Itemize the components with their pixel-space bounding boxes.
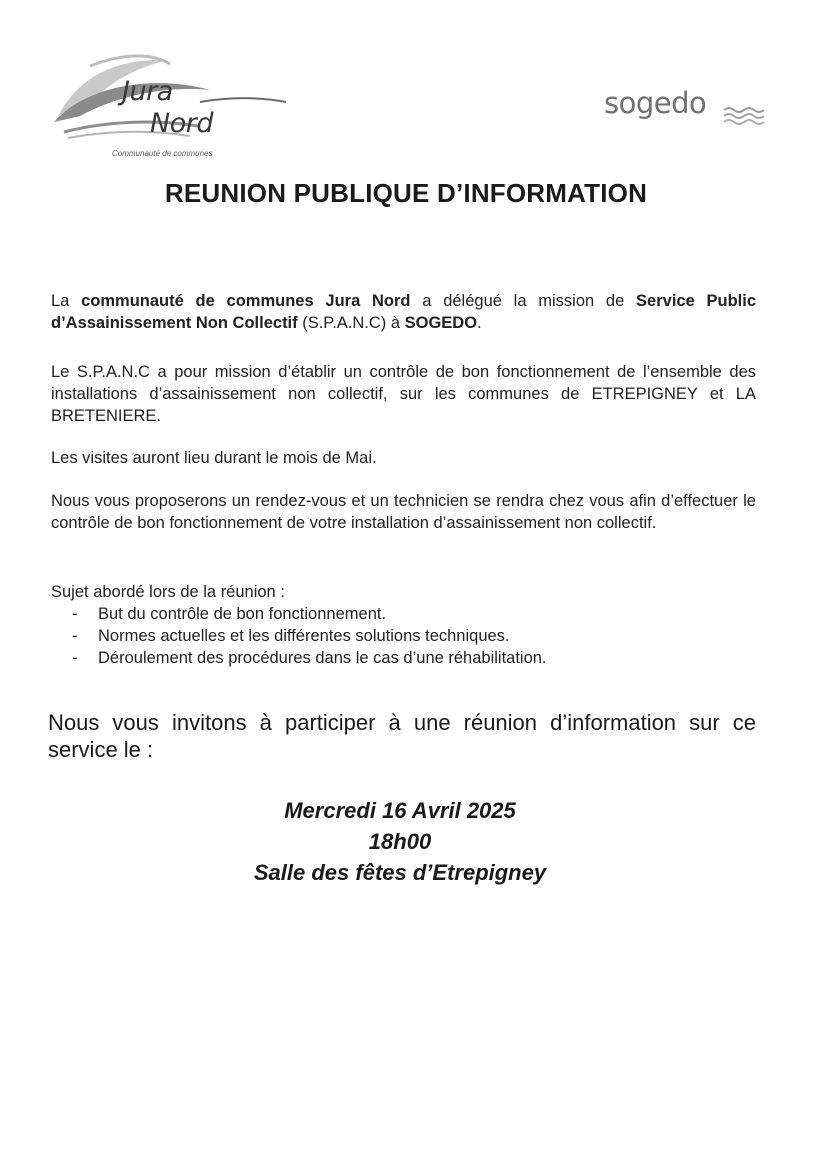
paragraph-text: La	[51, 292, 82, 310]
paragraph-visits: Les visites auront lieu durant le mois de Mai.	[51, 449, 377, 467]
event-time: 18h00	[368, 829, 432, 854]
sogedo-waves-icon	[722, 104, 766, 126]
event-place: Salle des fêtes d’Etrepigney	[253, 860, 547, 885]
paragraph-text: (S.P.A.N.C) à	[297, 314, 405, 332]
bold-text: communauté de communes Jura Nord	[81, 292, 411, 310]
jura-nord-logo-line2: Nord	[150, 108, 213, 139]
bullet-dash: -	[72, 627, 78, 645]
list-item-text: But du contrôle de bon fonctionnement.	[98, 605, 387, 623]
jura-nord-logo	[50, 46, 290, 164]
paragraph-appointment: Nous vous proposerons un rendez-vous et un technicien se rendra chez vous afin d’effectuer le contrôle de bon fonctionnement de votre installation d’assainissement non collectif.	[51, 492, 756, 532]
jura-nord-logo-line1: Jura	[122, 76, 173, 107]
topics-intro: Sujet abordé lors de la réunion :	[51, 583, 285, 601]
bold-text: SOGEDO	[404, 314, 478, 332]
sogedo-logo	[604, 86, 774, 130]
bullet-dash: -	[72, 649, 78, 667]
bold-text: Service Public d’Assainissement Non Collectif	[51, 292, 757, 332]
topics-list	[70, 603, 547, 669]
bullet-dash: -	[72, 605, 78, 623]
paragraph-text: .	[477, 314, 482, 332]
event-details	[0, 795, 800, 888]
sogedo-logo-text: sogedo	[604, 86, 707, 120]
event-date: Mercredi 16 Avril 2025	[284, 798, 516, 823]
list-item-text: Déroulement des procédures dans le cas d’une réhabilitation.	[98, 649, 547, 667]
invitation-text: Nous vous invitons à participer à une réunion d’information sur ce service le :	[48, 710, 756, 762]
paragraph-mission: Le S.P.A.N.C a pour mission d’établir un contrôle de bon fonctionnement de l’ensemble des installations d’assainissement non collectif, sur les communes de ETREPIGNEY et LA BRETENIERE.	[51, 363, 756, 425]
page-title: REUNION PUBLIQUE D’INFORMATION	[164, 178, 648, 208]
paragraph-text: a délégué la mission de	[410, 292, 637, 310]
list-item	[70, 603, 547, 625]
list-item	[70, 625, 547, 647]
list-item	[70, 647, 547, 669]
jura-nord-logo-subtitle: Communauté de communes	[112, 149, 213, 158]
paragraph-delegation	[51, 290, 756, 334]
list-item-text: Normes actuelles et les différentes solutions techniques.	[98, 627, 510, 645]
